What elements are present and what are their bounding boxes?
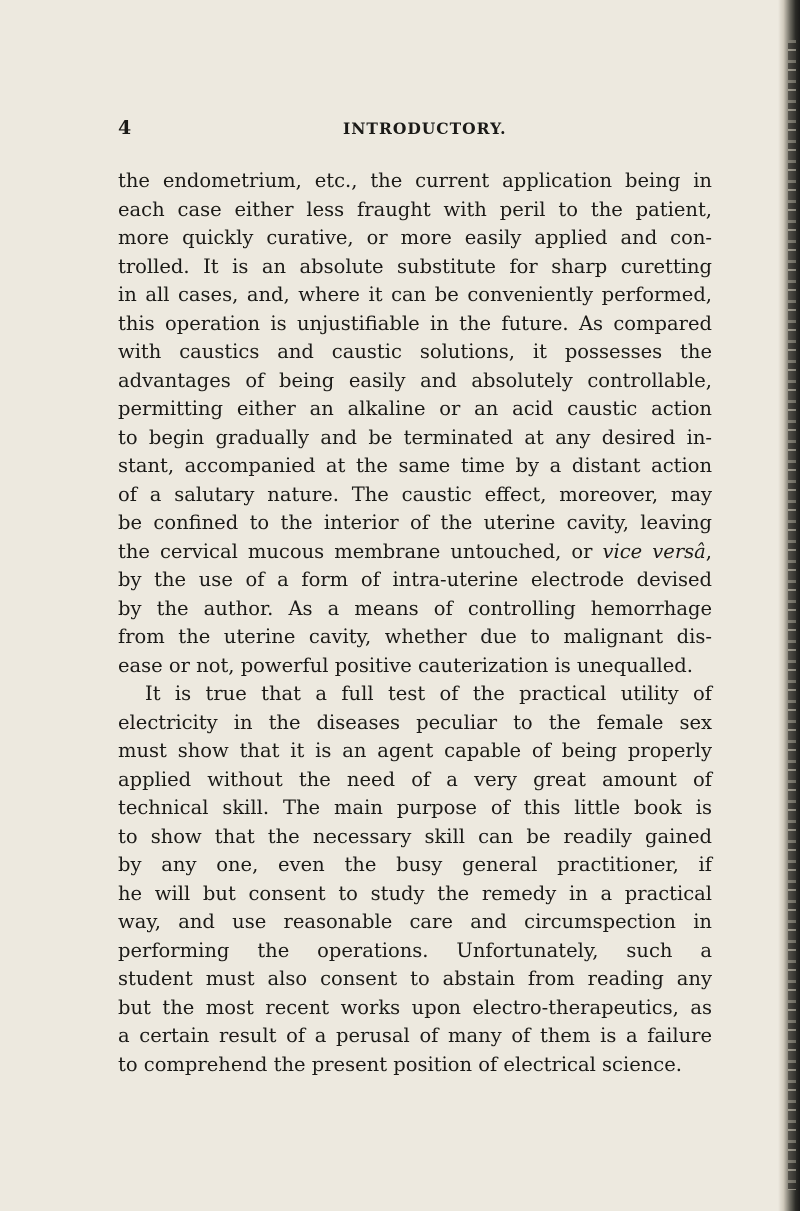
text-line: advantages of being easily and absolutely controllable, xyxy=(118,368,712,392)
text-line: be confined to the interior of the uterine cavity, leaving xyxy=(118,511,712,534)
text-line: student must also consent to abstain from reading any xyxy=(118,967,712,990)
running-head: INTRODUCTORY. xyxy=(343,119,507,138)
text-line: from the uterine cavity, whether due to malignant dis- xyxy=(118,625,712,648)
page-number: 4 xyxy=(118,117,132,139)
text-line: permitting either an alkaline or an acid caustic action xyxy=(118,397,712,420)
text-line: by the author. As a means of controlling hemorrhage xyxy=(118,596,712,620)
body-text xyxy=(118,167,712,1079)
text-line: stant, accompanied at the same time by a distant action xyxy=(118,454,712,477)
text-line: by the use of a form of intra-uterine electrode devised xyxy=(118,568,712,591)
text-line: applied without the need of a very great amount of xyxy=(118,767,712,791)
text-line: with caustics and caustic solutions, it possesses the xyxy=(118,340,712,363)
text-line-italic-phrase xyxy=(118,538,712,567)
page-header xyxy=(118,117,712,141)
text-line: to show that the necessary skill can be readily gained xyxy=(118,824,712,848)
text-line-paragraph-start: It is true that a full test of the practical utility of xyxy=(145,682,712,705)
text-line: trolled. It is an absolute substitute for sharp curetting xyxy=(118,254,712,278)
text-line: a certain result of a perusal of many of them is a failure xyxy=(118,1024,712,1047)
text-line: technical skill. The main purpose of this little book is xyxy=(118,796,712,819)
text-line: must show that it is an agent capable of being properly xyxy=(118,739,712,762)
text-line: he will but consent to study the remedy in a practical xyxy=(118,881,712,905)
text-line: but the most recent works upon electro-therapeutics, as xyxy=(118,995,712,1019)
binding-shadow xyxy=(788,40,796,1190)
text-line: way, and use reasonable care and circumspection in xyxy=(118,910,712,933)
text-line: this operation is unjustifiable in the future. As compared xyxy=(118,311,712,335)
text-line: in all cases, and, where it can be conveniently performed, xyxy=(118,283,712,306)
text-line: ease or not, powerful positive cauterization is unequalled. xyxy=(118,653,693,677)
line-segment: the cervical mucous membrane untouched, or xyxy=(118,539,603,563)
text-line: of a salutary nature. The caustic effect, moreover, may xyxy=(118,482,712,506)
text-line: electricity in the diseases peculiar to the female sex xyxy=(118,710,712,734)
italic-phrase: vice versâ xyxy=(602,539,706,563)
text-line: the endometrium, etc., the current application being in xyxy=(118,169,712,192)
text-line: performing the operations. Unfortunately, such a xyxy=(118,938,712,962)
line-segment: , xyxy=(705,539,712,563)
text-line: by any one, even the busy general practitioner, if xyxy=(118,853,712,876)
text-line: more quickly curative, or more easily applied and con- xyxy=(118,226,712,249)
text-line: to begin gradually and be terminated at any desired in- xyxy=(118,425,712,449)
text-line: to comprehend the present position of electrical science. xyxy=(118,1052,682,1076)
text-line: each case either less fraught with peril to the patient, xyxy=(118,197,712,221)
